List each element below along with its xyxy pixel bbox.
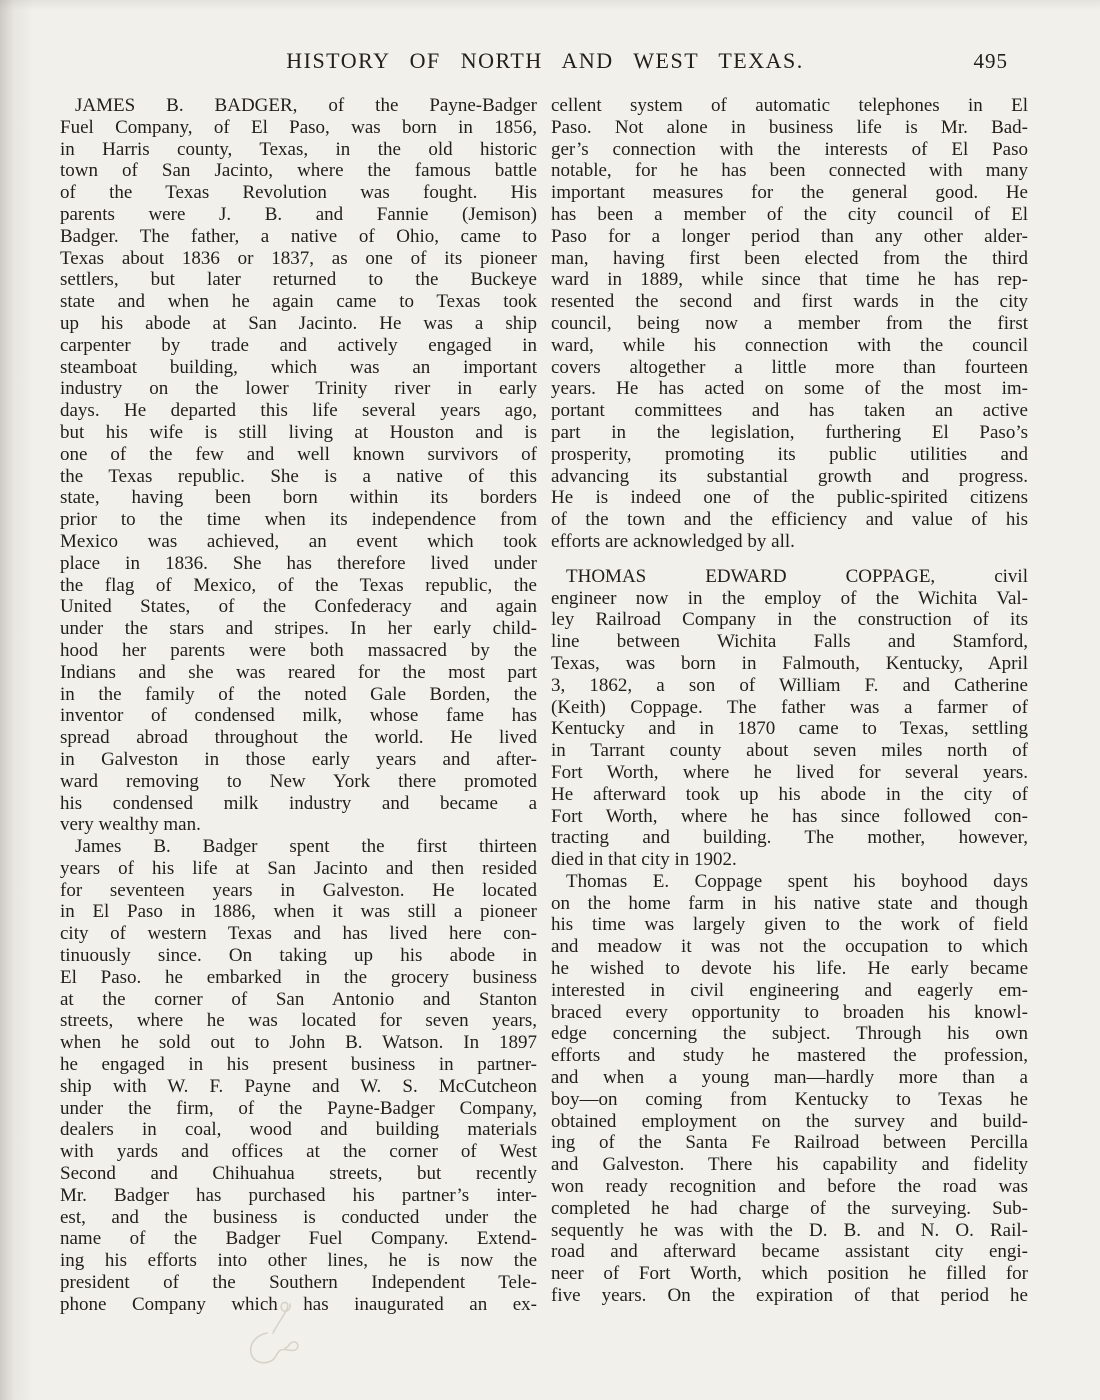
text-line: in Tarrant county about seven miles north of: [551, 740, 1028, 762]
text-line: covers altogether a little more than fourteen: [551, 356, 1028, 378]
text-line: phone Company which has inaugurated an ex-: [60, 1293, 537, 1315]
text-line: efforts and study he mastered the profession,: [551, 1045, 1028, 1067]
text-line: obtained employment on the survey and build-: [551, 1110, 1028, 1132]
text-line: Second and Chihuahua streets, but recently: [60, 1163, 537, 1185]
paragraph: [60, 836, 537, 1316]
text-line: ing of the Santa Fe Railroad between Percilla: [551, 1132, 1028, 1154]
text-line: ward, while his connection with the council: [551, 334, 1028, 356]
text-line: on the home farm in his native state and though: [551, 892, 1028, 914]
text-line: five years. On the expiration of that period he: [551, 1285, 1028, 1307]
text-line: settlers, but later returned to the Buckeye: [60, 269, 537, 291]
text-line: for seventeen years in Galveston. He located: [60, 879, 537, 901]
text-line: the Texas republic. She is a native of this: [60, 465, 537, 487]
text-line: Texas about 1836 or 1837, as one of its pioneer: [60, 247, 537, 269]
text-line: JAMES B. BADGER, of the Payne-Badger: [75, 95, 537, 116]
text-line: El Paso. he embarked in the grocery business: [60, 966, 537, 988]
text-line: inventor of condensed milk, whose fame has: [60, 705, 537, 727]
text-line: Kentucky and in 1870 came to Texas, settling: [551, 718, 1028, 740]
text-line: line between Wichita Falls and Stamford,: [551, 631, 1028, 653]
text-line: neer of Fort Worth, which position he filled for: [551, 1263, 1028, 1285]
text-line: state and when he again came to Texas took: [60, 291, 537, 313]
text-line: won ready recognition and before the road was: [551, 1176, 1028, 1198]
text-line: ward in 1889, while since that time he has rep-: [551, 269, 1028, 291]
text-line: and when a young man—hardly more than a: [551, 1067, 1028, 1089]
text-line: in Galveston in those early years and after-: [60, 748, 537, 770]
paragraph: [551, 566, 1028, 871]
text-line: state, having been born within its borders: [60, 487, 537, 509]
right-column: [551, 95, 1028, 1316]
text-line: sequently he was with the D. B. and N. O. Rail-: [551, 1219, 1028, 1241]
text-line: town of San Jacinto, where the famous battle: [60, 160, 537, 182]
text-line: under the firm, of the Payne-Badger Company,: [60, 1097, 537, 1119]
text-line: died in that city in 1902.: [551, 849, 737, 871]
text-line: Mr. Badger has purchased his partner’s inter-: [60, 1184, 537, 1206]
paragraph: [551, 95, 1028, 553]
text-line: efforts are acknowledged by all.: [551, 530, 795, 552]
text-line: of the Texas Revolution was fought. His: [60, 182, 537, 204]
text-line: boy—on coming from Kentucky to Texas he: [551, 1088, 1028, 1110]
text-line: hood her parents were both massacred by the: [60, 639, 537, 661]
text-line: (Keith) Coppage. The father was a farmer of: [551, 696, 1028, 718]
text-line: notable, for he has been connected with many: [551, 160, 1028, 182]
text-line: he engaged in his present business in partner-: [60, 1054, 537, 1076]
text-line: and meadow it was not the occupation to which: [551, 936, 1028, 958]
text-line: dealers in coal, wood and building materials: [60, 1119, 537, 1141]
page-title: HISTORY OF NORTH AND WEST TEXAS.: [286, 48, 804, 73]
text-line: He afterward took up his abode in the city of: [551, 783, 1028, 805]
text-line: parents were J. B. and Fannie (Jemison): [60, 203, 537, 225]
text-line: he wished to devote his life. He early became: [551, 958, 1028, 980]
text-line: James B. Badger spent the first thirteen: [75, 836, 537, 858]
text-line: in the family of the noted Gale Borden, the: [60, 683, 537, 705]
text-line: has been a member of the city council of El: [551, 203, 1028, 225]
text-line: engineer now in the employ of the Wichita Val-: [551, 587, 1028, 609]
page-header: [60, 48, 1030, 78]
text-line: very wealthy man.: [60, 814, 201, 836]
text-line: in Harris county, Texas, in the old historic: [60, 138, 537, 160]
text-columns: [60, 95, 1028, 1316]
text-line: steamboat building, which was an important: [60, 356, 537, 378]
text-line: with yards and offices at the corner of West: [60, 1141, 537, 1163]
text-line: name of the Badger Fuel Company. Extend-: [60, 1228, 537, 1250]
text-line: the flag of Mexico, of the Texas republic, the: [60, 574, 537, 596]
text-line: Fuel Company, of El Paso, was born in 1856,: [60, 116, 537, 138]
text-line: prior to the time when its independence from: [60, 509, 537, 531]
text-line: edge concerning the subject. Through his own: [551, 1023, 1028, 1045]
text-line: Badger. The father, a native of Ohio, came to: [60, 225, 537, 247]
text-line: years. He has acted on some of the most im-: [551, 378, 1028, 400]
text-line: ing his efforts into other lines, he is now the: [60, 1250, 537, 1272]
text-line: under the stars and stripes. In her early child-: [60, 618, 537, 640]
text-line: man, having first been elected from the third: [551, 247, 1028, 269]
text-line: industry on the lower Trinity river in early: [60, 378, 537, 400]
text-line: in El Paso in 1886, when it was still a pioneer: [60, 901, 537, 923]
text-line: at the corner of San Antonio and Stanton: [60, 988, 537, 1010]
text-line: interested in civil engineering and eagerly em-: [551, 979, 1028, 1001]
text-line: Paso. Not alone in business life is Mr. Bad-: [551, 116, 1028, 138]
text-line: road and afterward became assistant city engi-: [551, 1241, 1028, 1263]
text-line: city of western Texas and has lived here con-: [60, 923, 537, 945]
text-line: portant committees and has taken an active: [551, 400, 1028, 422]
text-line: ley Railroad Company in the construction of its: [551, 609, 1028, 631]
text-line: braced every opportunity to broaden his knowl-: [551, 1001, 1028, 1023]
text-line: Mexico was achieved, an event which took: [60, 530, 537, 552]
text-line: He is indeed one of the public-spirited citizens: [551, 487, 1028, 509]
text-line: his condensed milk industry and became a: [60, 792, 537, 814]
text-line: ward removing to New York there promoted: [60, 770, 537, 792]
text-line: cellent system of automatic telephones in El: [551, 95, 1028, 116]
text-line: up his abode at San Jacinto. He was a ship: [60, 312, 537, 334]
text-line: 3, 1862, a son of William F. and Catherine: [551, 674, 1028, 696]
text-line: Indians and she was reared for the most part: [60, 661, 537, 683]
paragraph: [60, 95, 537, 836]
text-line: advancing its substantial growth and progress.: [551, 465, 1028, 487]
text-line: but his wife is still living at Houston and is: [60, 421, 537, 443]
left-column: [60, 95, 537, 1316]
text-line: ship with W. F. Payne and W. S. McCutcheon: [60, 1075, 537, 1097]
text-line: carpenter by trade and actively engaged in: [60, 334, 537, 356]
text-line: completed he had charge of the surveying. Sub-: [551, 1197, 1028, 1219]
text-line: streets, where he was located for seven years,: [60, 1010, 537, 1032]
text-line: resented the second and first wards in the city: [551, 291, 1028, 313]
text-line: council, being now a member from the first: [551, 312, 1028, 334]
text-line: spread abroad throughout the world. He lived: [60, 727, 537, 749]
page-number: 495: [973, 49, 1008, 73]
text-line: Paso for a longer period than any other alder-: [551, 225, 1028, 247]
text-line: place in 1836. She has therefore lived under: [60, 552, 537, 574]
text-line: United States, of the Confederacy and again: [60, 596, 537, 618]
text-line: Fort Worth, where he lived for several years.: [551, 761, 1028, 783]
text-line: days. He departed this life several years ago,: [60, 400, 537, 422]
text-line: of the town and the efficiency and value of his: [551, 509, 1028, 531]
text-line: president of the Southern Independent Tele-: [60, 1272, 537, 1294]
text-line: his time was largely given to the work of field: [551, 914, 1028, 936]
text-line: Fort Worth, where he has since followed con-: [551, 805, 1028, 827]
text-line: when he sold out to John B. Watson. In 1897: [60, 1032, 537, 1054]
paragraph: [551, 871, 1028, 1307]
text-line: years of his life at San Jacinto and then resided: [60, 857, 537, 879]
text-line: prosperity, promoting its public utilities and: [551, 443, 1028, 465]
text-line: THOMAS EDWARD COPPAGE, civil: [566, 565, 1028, 587]
text-line: ger’s connection with the interests of El Paso: [551, 138, 1028, 160]
text-line: one of the few and well known survivors of: [60, 443, 537, 465]
text-line: est, and the business is conducted under the: [60, 1206, 537, 1228]
text-line: tinuously since. On taking up his abode in: [60, 945, 537, 967]
text-line: Thomas E. Coppage spent his boyhood days: [566, 870, 1028, 892]
text-line: part in the legislation, furthering El Paso’s: [551, 421, 1028, 443]
text-line: Texas, was born in Falmouth, Kentucky, April: [551, 652, 1028, 674]
text-line: tracting and building. The mother, however,: [551, 827, 1028, 849]
text-line: important measures for the general good. He: [551, 182, 1028, 204]
text-line: and Galveston. There his capability and fidelity: [551, 1154, 1028, 1176]
